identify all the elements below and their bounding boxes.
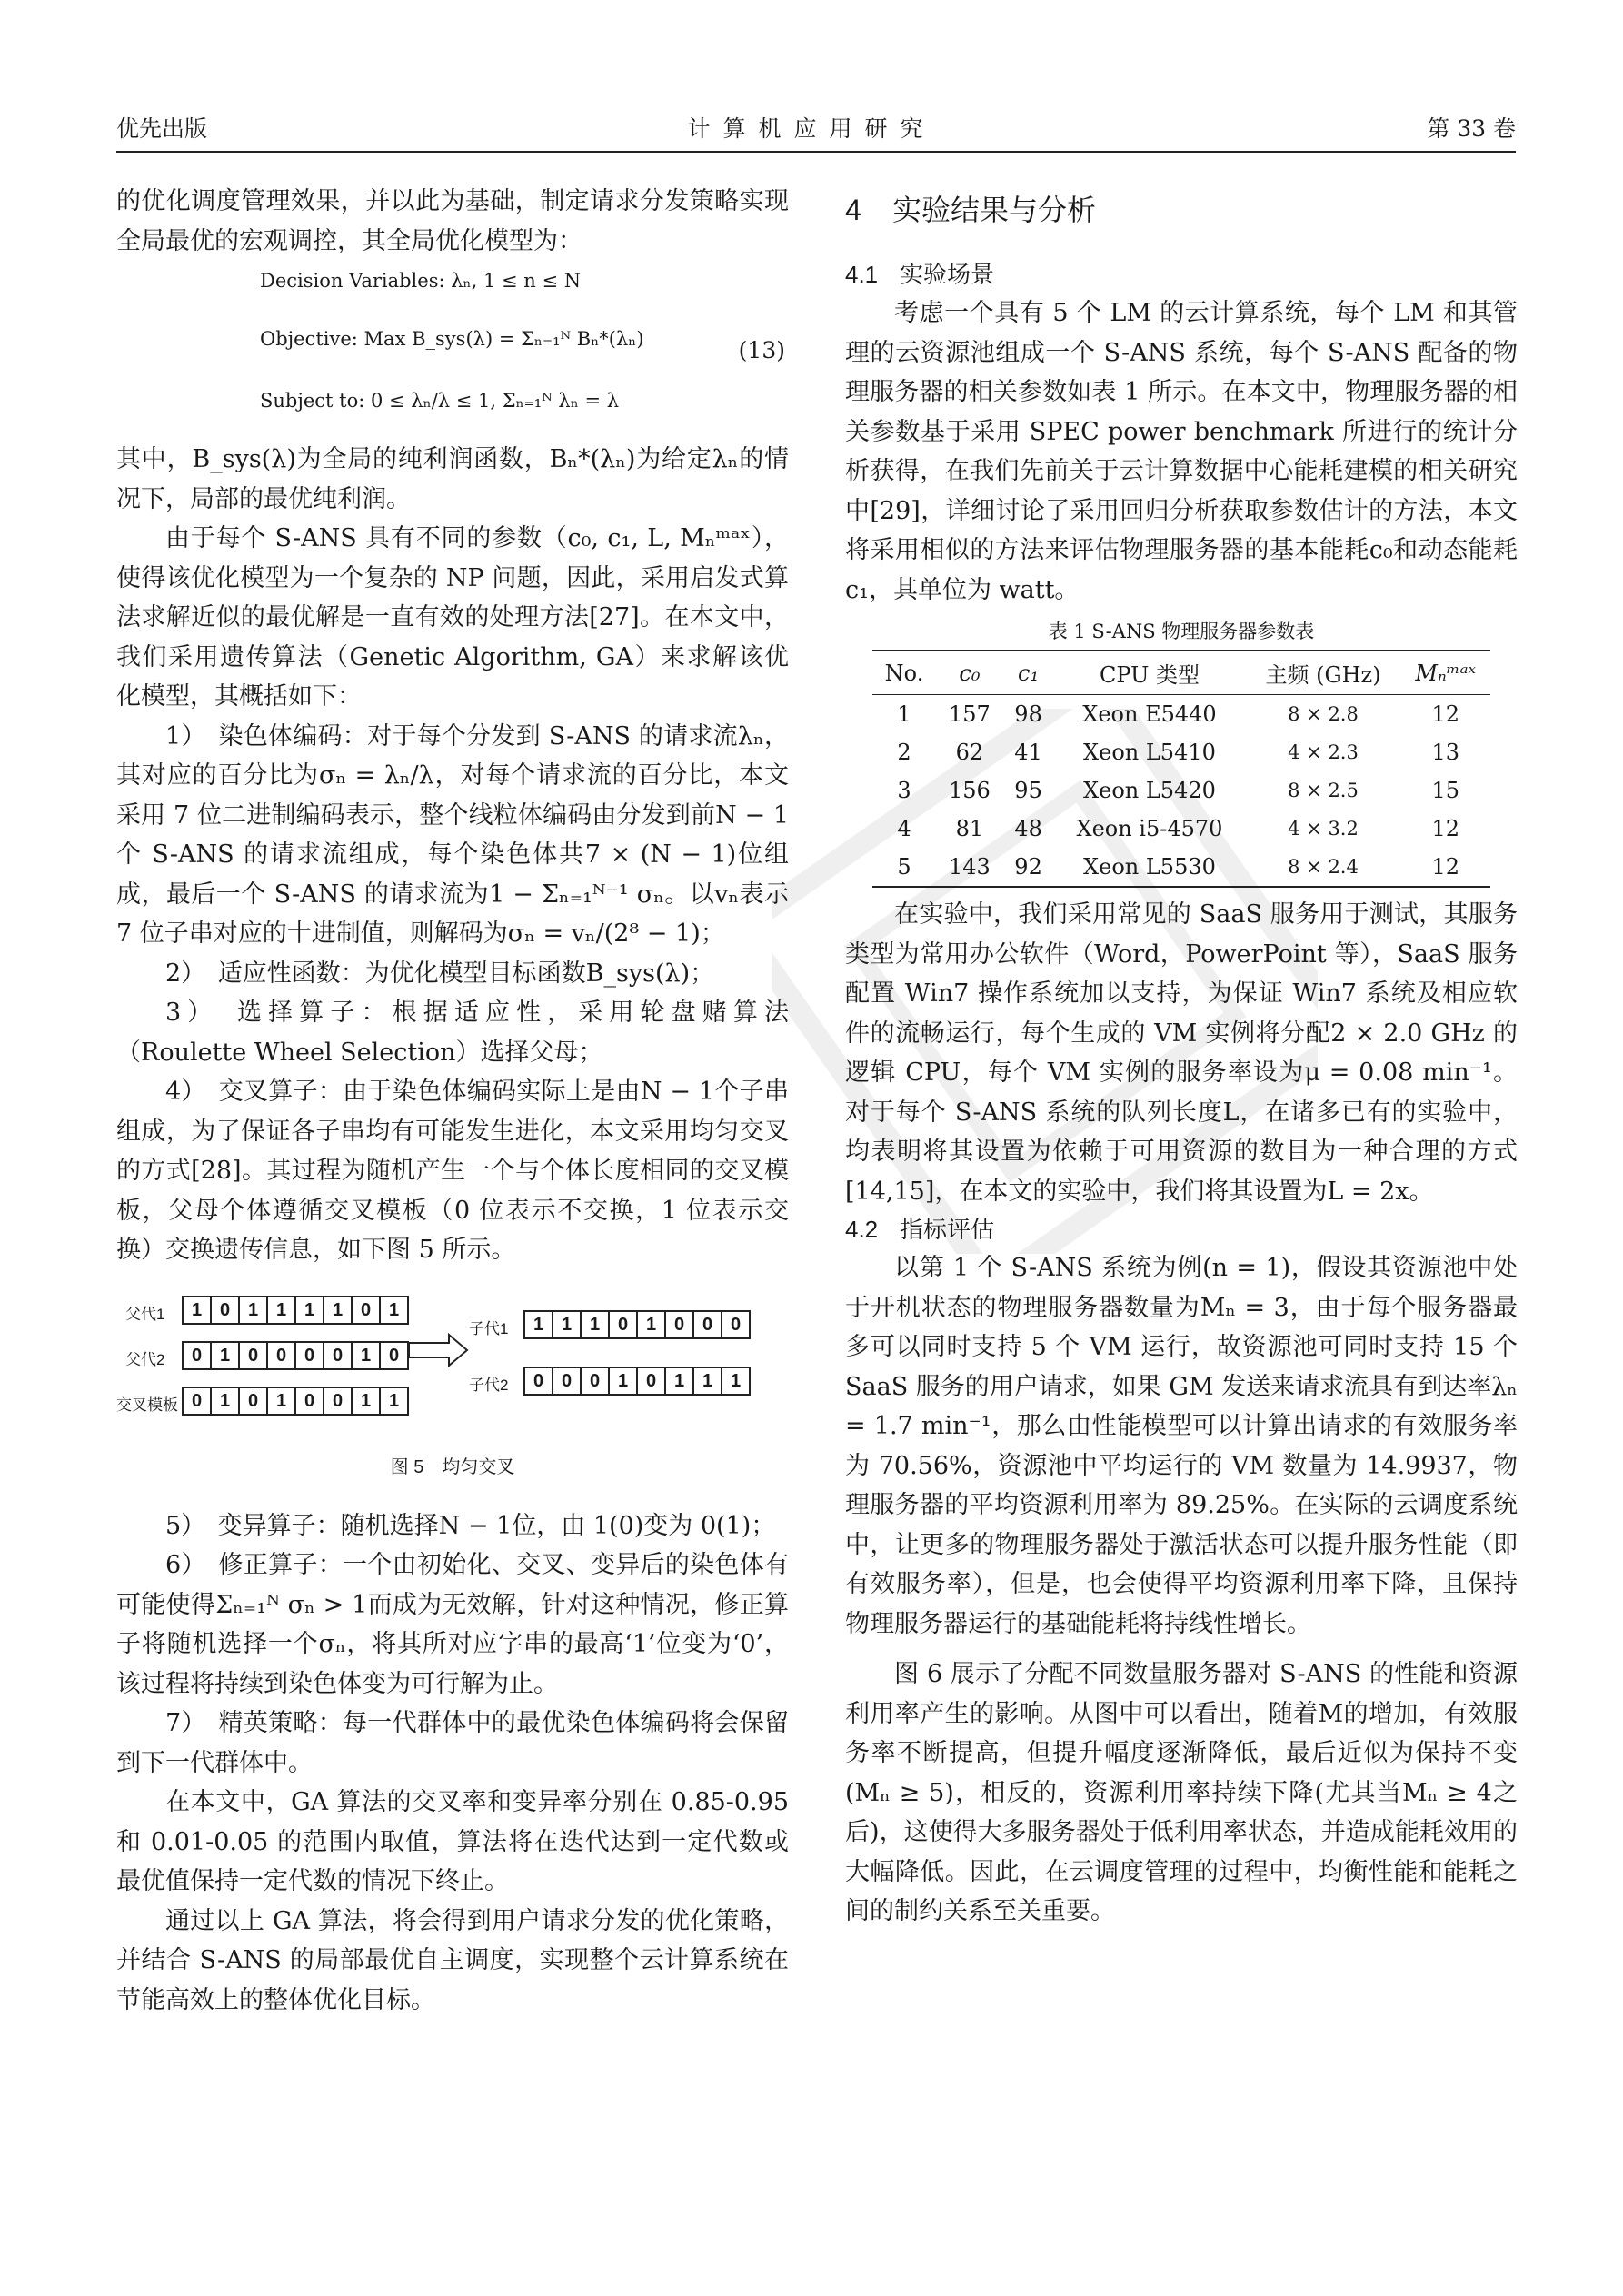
table-header-row xyxy=(872,651,1490,695)
table-cell: 156 xyxy=(949,778,991,803)
paragraph: 图 6 展示了分配不同数量服务器对 S-ANS 的性能和资源利用率产生的影响。从图中可以看出，随着M的增加，有效服务率不断提高，但提升幅度逐渐降低，最后近似为保持不变(Mₙ ≥ 5)，相反的，资源利用率持续下降(尤其当Mₙ ≥ 4之后)，这使得大多服务器处于低利用率状态，并造成能耗效用的大幅降低。因此，在云调度管理的过程中，均衡性能和能耗之间的制约关系至关重要。 xyxy=(845,1660,1518,1925)
bit-cell: 1 xyxy=(324,1297,353,1323)
bitstring-parent1 xyxy=(182,1296,409,1325)
bit-cell: 1 xyxy=(582,1312,610,1337)
bit-cell: 0 xyxy=(268,1343,296,1368)
bitstring-child1 xyxy=(523,1310,751,1339)
table-cell: 8 × 2.8 xyxy=(1288,703,1359,725)
bit-cell: 1 xyxy=(184,1297,212,1323)
equation-variables: Decision Variables: λₙ, 1 ≤ n ≤ N xyxy=(260,270,582,292)
bit-cell: 0 xyxy=(610,1312,638,1337)
table-row xyxy=(872,848,1490,887)
table-cell: 5 xyxy=(872,848,936,887)
bit-cell: 1 xyxy=(212,1343,240,1368)
bit-cell: 1 xyxy=(666,1368,694,1394)
bit-cell: 1 xyxy=(730,1370,742,1391)
subsection-heading xyxy=(845,256,1518,290)
table-row xyxy=(872,733,1490,771)
paragraph: 在实验中，我们采用常见的 SaaS 服务用于测试，其服务类型为常用办公软件（Word，PowerPoint 等），SaaS 服务配置 Win7 操作系统加以支持，为保证 Win7 系统及相应软件的流畅运行，每个生成的 VM 实例将分配2 × 2.0 GHz 的逻辑 CPU，每个 VM 实例的服务率设为μ = 0.08 min⁻¹。对于每个 S-ANS 系统的队列长度L，在诸多已有的实验中，均表明将其设置为依赖于可用资源的数目为一种合理的方式[14,15]，在本文的实验中，我们将其设置为L = 2x。 xyxy=(845,900,1518,1206)
bit-cell: 1 xyxy=(388,1390,400,1411)
list-item: 6） 修正算子：一个由初始化、交叉、变异后的染色体有可能使得Σₙ₌₁ᴺ σₙ > 1而成为无效解，针对这种情况，修正算子将随机选择一个σₙ，将其所对应字串的最高‘1’位变为‘0’，该过程将持续到染色体变为可行解为止。 xyxy=(116,1551,789,1698)
bit-cell: 0 xyxy=(582,1368,610,1394)
table-cell: 157 xyxy=(949,701,991,727)
table-cell: 3 xyxy=(897,778,911,803)
table-cell: 92 xyxy=(1003,848,1054,887)
paragraph: 考虑一个具有 5 个 LM 的云计算系统，每个 LM 和其管理的云资源池组成一个 S-ANS 系统，每个 S-ANS 配备的物理服务器的相关参数如表 1 所示。在本文中，物理服务器的相关参数基于采用 SPEC power benchmark 所进行的统计分析获得，在我们先前关于云计算数据中心能耗建模的相关研究中[29]，详细讨论了采用回归分析获取参数估计的方法，本文将采用相似的方法来评估物理服务器的基本能耗c₀和动态能耗c₁，其单位为 watt。 xyxy=(845,299,1518,604)
section-number: 4 xyxy=(845,194,861,226)
bit-cell: 1 xyxy=(610,1368,638,1394)
table-cell: 15 xyxy=(1431,778,1459,803)
list-item: 1） 染色体编码：对于每个分发到 S-ANS 的请求流λₙ，其对应的百分比为σₙ = λₙ/λ，对每个请求流的百分比，本文采用 7 位二进制编码表示，整个线粒体编码由分发到前N − 1个 S-ANS 的请求流组成，每个染色体共7 × (N − 1)位组成，最后一个 S-ANS 的请求流为1 − Σₙ₌₁ᴺ⁻¹ σₙ。以vₙ表示 7 位子串对应的十进制值，则解码为σₙ = vₙ/(2⁸ − 1)； xyxy=(116,721,789,948)
list-item: 7） 精英策略：每一代群体中的最优染色体编码将会保留到下一代群体中。 xyxy=(116,1709,789,1777)
table-cell: 98 xyxy=(1014,701,1042,727)
figure-label-parent2: 父代2 xyxy=(125,1350,165,1368)
figure-caption: 图 5 均匀交叉 xyxy=(390,1456,515,1477)
bitstring-mask xyxy=(182,1387,409,1416)
equation-constraint: Subject to: 0 ≤ λₙ/λ ≤ 1, Σₙ₌₁ᴺ λₙ = λ xyxy=(260,390,620,412)
bitstring-child2 xyxy=(523,1367,751,1396)
bit-cell: 0 xyxy=(212,1297,240,1323)
bit-cell: 1 xyxy=(353,1388,381,1414)
bit-cell: 1 xyxy=(694,1368,722,1394)
bit-cell: 0 xyxy=(666,1312,694,1337)
column-header: CPU 类型 xyxy=(1053,651,1245,695)
table-cell: Xeon L5530 xyxy=(1053,848,1245,887)
paragraph: 在本文中，GA 算法的交叉率和变异率分别在 0.85-0.95 和 0.01-0.05 的范围内取值，算法将在迭代达到一定代数或最优值保持一定代数的情况下终止。 xyxy=(116,1788,789,1895)
bit-cell: 0 xyxy=(240,1388,268,1414)
table-cell: 12 xyxy=(1431,701,1459,727)
table-cell: 95 xyxy=(1014,778,1042,803)
bit-cell: 0 xyxy=(525,1368,553,1394)
paragraph: 其中，B_sys(λ)为全局的纯利润函数，Bₙ*(λₙ)为给定λₙ的情况下，局部的最优纯利润。 xyxy=(116,445,789,513)
arrow-icon xyxy=(407,1332,471,1368)
table-cell: 62 xyxy=(955,740,984,765)
paragraph: 通过以上 GA 算法，将会得到用户请求分发的优化策略，并结合 S-ANS 的局部最优自主调度，实现整个云计算系统在节能高效上的整体优化目标。 xyxy=(116,1906,789,2014)
table-cell: 41 xyxy=(1014,740,1042,765)
bit-cell: 1 xyxy=(638,1312,666,1337)
table-cell: 4 × 2.3 xyxy=(1288,741,1359,763)
subsection-number: 4.2 xyxy=(845,1216,879,1243)
subsection-heading xyxy=(845,1211,1518,1245)
bit-cell: 0 xyxy=(694,1312,722,1337)
subsection-title: 指标评估 xyxy=(900,1216,995,1243)
table-cell: 81 xyxy=(955,816,984,841)
table-cell: 4 xyxy=(897,816,911,841)
running-header-volume: 第 33 卷 xyxy=(1427,115,1516,142)
list-item: 2） 适应性函数：为优化模型目标函数B_sys(λ)； xyxy=(165,959,715,988)
table-row xyxy=(872,810,1490,848)
left-column xyxy=(116,182,789,2020)
bit-cell: 1 xyxy=(553,1312,582,1337)
right-column xyxy=(845,182,1518,1932)
bit-cell: 0 xyxy=(184,1343,212,1368)
column-header: Mₙᵐᵃˣ xyxy=(1400,651,1490,695)
paragraph: 以第 1 个 S-ANS 系统为例(n = 1)，假设其资源池中处于开机状态的物理服务器数量为Mₙ = 3，由于每个服务器最多可以同时支持 5 个 VM 运行，故资源池可同时支持 15 个 SaaS 服务的用户请求，如果 GM 发送来请求流具有到达率λₙ = 1.7 min⁻¹，那么由性能模型可以计算出请求的有效服务率为 70.56%，资源池中平均运行的 VM 数量为 14.9937，物理服务器的平均资源利用率为 89.25%。在实际的云调度系统中，让更多的物理服务器处于激活状态可以提升服务性能（即有效服务率），但是，也会使得平均资源利用率下降，且保持物理服务器运行的基础能耗将持线性增长。 xyxy=(845,1254,1518,1638)
equation-objective: Objective: Max B_sys(λ) = Σₙ₌₁ᴺ Bₙ*(λₙ) xyxy=(260,328,644,350)
bit-cell: 0 xyxy=(240,1343,268,1368)
figure-label-child1: 子代1 xyxy=(469,1319,509,1337)
column-header: c₁ xyxy=(1003,651,1054,695)
column-header: c₀ xyxy=(936,651,1003,695)
bit-cell: 0 xyxy=(324,1388,353,1414)
table-row xyxy=(872,771,1490,810)
table-cell: 143 xyxy=(936,848,1003,887)
figure-label-child2: 子代2 xyxy=(469,1376,509,1394)
bit-cell: 0 xyxy=(353,1297,381,1323)
running-header-left: 优先出版 xyxy=(116,115,208,142)
bit-cell: 0 xyxy=(296,1388,324,1414)
header-rule xyxy=(116,151,1516,153)
subsection-title: 实验场景 xyxy=(900,261,995,288)
bit-cell: 1 xyxy=(268,1388,296,1414)
paragraph: 由于每个 S-ANS 具有不同的参数（c₀, c₁, L, Mₙᵐᵃˣ），使得该优化模型为一个复杂的 NP 问题，因此，采用启发式算法求解近似的最优解是一直有效的处理方法[27]。在本文中，我们采用遗传算法（Genetic Algorithm, GA）来求解该优化模型，其概括如下： xyxy=(116,524,789,711)
table-caption: 表 1 S-ANS 物理服务器参数表 xyxy=(1048,621,1315,642)
bit-cell: 0 xyxy=(553,1368,582,1394)
bit-cell: 0 xyxy=(324,1343,353,1368)
table-cell: 48 xyxy=(1014,816,1042,841)
table-cell: 13 xyxy=(1431,740,1459,765)
equation-number: (13) xyxy=(738,337,785,363)
bit-cell: 1 xyxy=(353,1343,381,1368)
table-cell: Xeon E5440 xyxy=(1082,701,1217,727)
paragraph: 的优化调度管理效果，并以此为基础，制定请求分发策略实现全局最优的宏观调控，其全局优化模型为： xyxy=(116,187,789,255)
table-cell: Xeon L5420 xyxy=(1083,778,1216,803)
bit-cell: 1 xyxy=(296,1297,324,1323)
table-cell: 4 × 3.2 xyxy=(1288,818,1359,840)
section-title: 实验结果与分析 xyxy=(892,194,1097,226)
bitstring-parent2 xyxy=(182,1341,409,1370)
list-item: 3） 选择算子：根据适应性，采用轮盘赌算法（Roulette Wheel Selection）选择父母； xyxy=(116,999,789,1067)
list-item: 5） 变异算子：随机选择N − 1位，由 1(0)变为 0(1)； xyxy=(165,1511,776,1540)
bit-cell: 1 xyxy=(268,1297,296,1323)
section-heading xyxy=(845,187,1518,229)
bit-cell: 0 xyxy=(638,1368,666,1394)
figure-label-mask: 交叉模板 xyxy=(116,1396,178,1414)
table-cell: 1 xyxy=(897,701,911,727)
column-header: No. xyxy=(872,651,936,695)
table-row xyxy=(872,695,1490,734)
table-cell: 12 xyxy=(1400,848,1490,887)
table-cell: 8 × 2.5 xyxy=(1288,780,1359,801)
subsection-number: 4.1 xyxy=(845,261,879,288)
equation-13 xyxy=(116,263,789,440)
bit-cell: 1 xyxy=(212,1388,240,1414)
figure-label-parent1: 父代1 xyxy=(125,1305,165,1323)
bit-cell: 0 xyxy=(388,1345,400,1366)
table-cell: Xeon L5410 xyxy=(1083,740,1216,765)
running-header-journal: 计算机应用研究 xyxy=(687,115,936,142)
table-cell: 12 xyxy=(1431,816,1459,841)
server-parameter-table xyxy=(872,650,1490,888)
column-header: 主频 (GHz) xyxy=(1246,651,1401,695)
bit-cell: 0 xyxy=(730,1314,742,1335)
bit-cell: 0 xyxy=(296,1343,324,1368)
bit-cell: 0 xyxy=(184,1388,212,1414)
table-cell: 8 × 2.4 xyxy=(1246,848,1401,887)
table-cell: 2 xyxy=(897,740,911,765)
bit-cell: 1 xyxy=(525,1312,553,1337)
bit-cell: 1 xyxy=(388,1299,400,1320)
list-item: 4） 交叉算子：由于染色体编码实际上是由N − 1个子串组成，为了保证各子串均有可能发生进化，本文采用均匀交叉的方式[28]。其过程为随机产生一个与个体长度相同的交叉模板，父母个体遵循交叉模板（0 位表示不交换，1 位表示交换）交换遗传信息，如下图 5 所示。 xyxy=(116,1078,789,1264)
figure-uniform-crossover xyxy=(116,1288,789,1497)
bit-cell: 1 xyxy=(240,1297,268,1323)
table-cell: Xeon i5-4570 xyxy=(1076,816,1223,841)
